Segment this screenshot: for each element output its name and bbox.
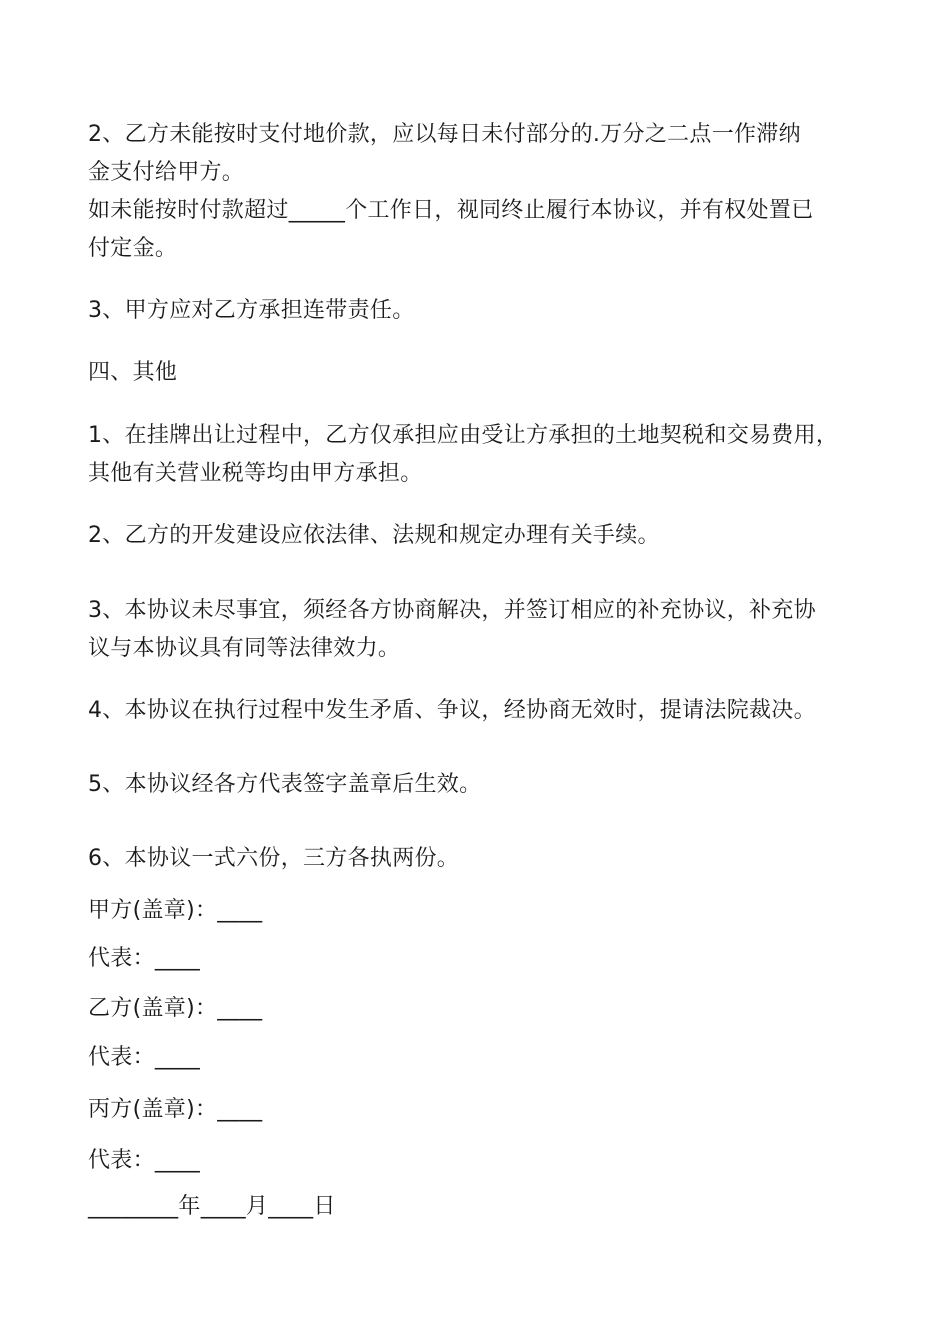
section-4-heading: 四、其他 [88, 360, 178, 385]
party-b-seal: 乙方(盖章)：____ [88, 996, 263, 1021]
party-b-representative: 代表：____ [88, 1045, 201, 1070]
other-clause-5: 5、本协议经各方代表签字盖章后生效。 [88, 772, 482, 797]
clause-3-joint-liability: 3、甲方应对乙方承担连带责任。 [88, 298, 415, 323]
clause-2-penalty-line-2: 金支付给甲方。 [88, 160, 245, 185]
clause-2-overdue-line-1: 如未能按时付款超过_____个工作日，视同终止履行本协议，并有权处置已 [88, 198, 814, 223]
other-clause-3-line-1: 3、本协议未尽事宜，须经各方协商解决，并签订相应的补充协议，补充协 [88, 598, 816, 623]
party-a-representative: 代表：____ [88, 946, 201, 971]
other-clause-4: 4、本协议在执行过程中发生矛盾、争议，经协商无效时，提请法院裁决。 [88, 698, 816, 723]
other-clause-6: 6、本协议一式六份，三方各执两份。 [88, 846, 460, 871]
other-clause-2: 2、乙方的开发建设应依法律、法规和规定办理有关手续。 [88, 523, 660, 548]
clause-2-overdue-line-2: 付定金。 [88, 236, 178, 261]
other-clause-3-line-2: 议与本协议具有同等法律效力。 [88, 636, 401, 661]
clause-2-penalty-line-1: 2、乙方未能按时支付地价款，应以每日未付部分的.万分之二点一作滞纳 [88, 122, 801, 147]
party-c-seal: 丙方(盖章)：____ [88, 1097, 263, 1122]
other-clause-1-line-1: 1、在挂牌出让过程中，乙方仅承担应由受让方承担的土地契税和交易费用， [88, 423, 839, 448]
date-line: ________年____月____日 [88, 1194, 336, 1219]
party-c-representative: 代表：____ [88, 1148, 201, 1173]
party-a-seal: 甲方(盖章)：____ [88, 898, 263, 923]
other-clause-1-line-2: 其他有关营业税等均由甲方承担。 [88, 461, 423, 486]
